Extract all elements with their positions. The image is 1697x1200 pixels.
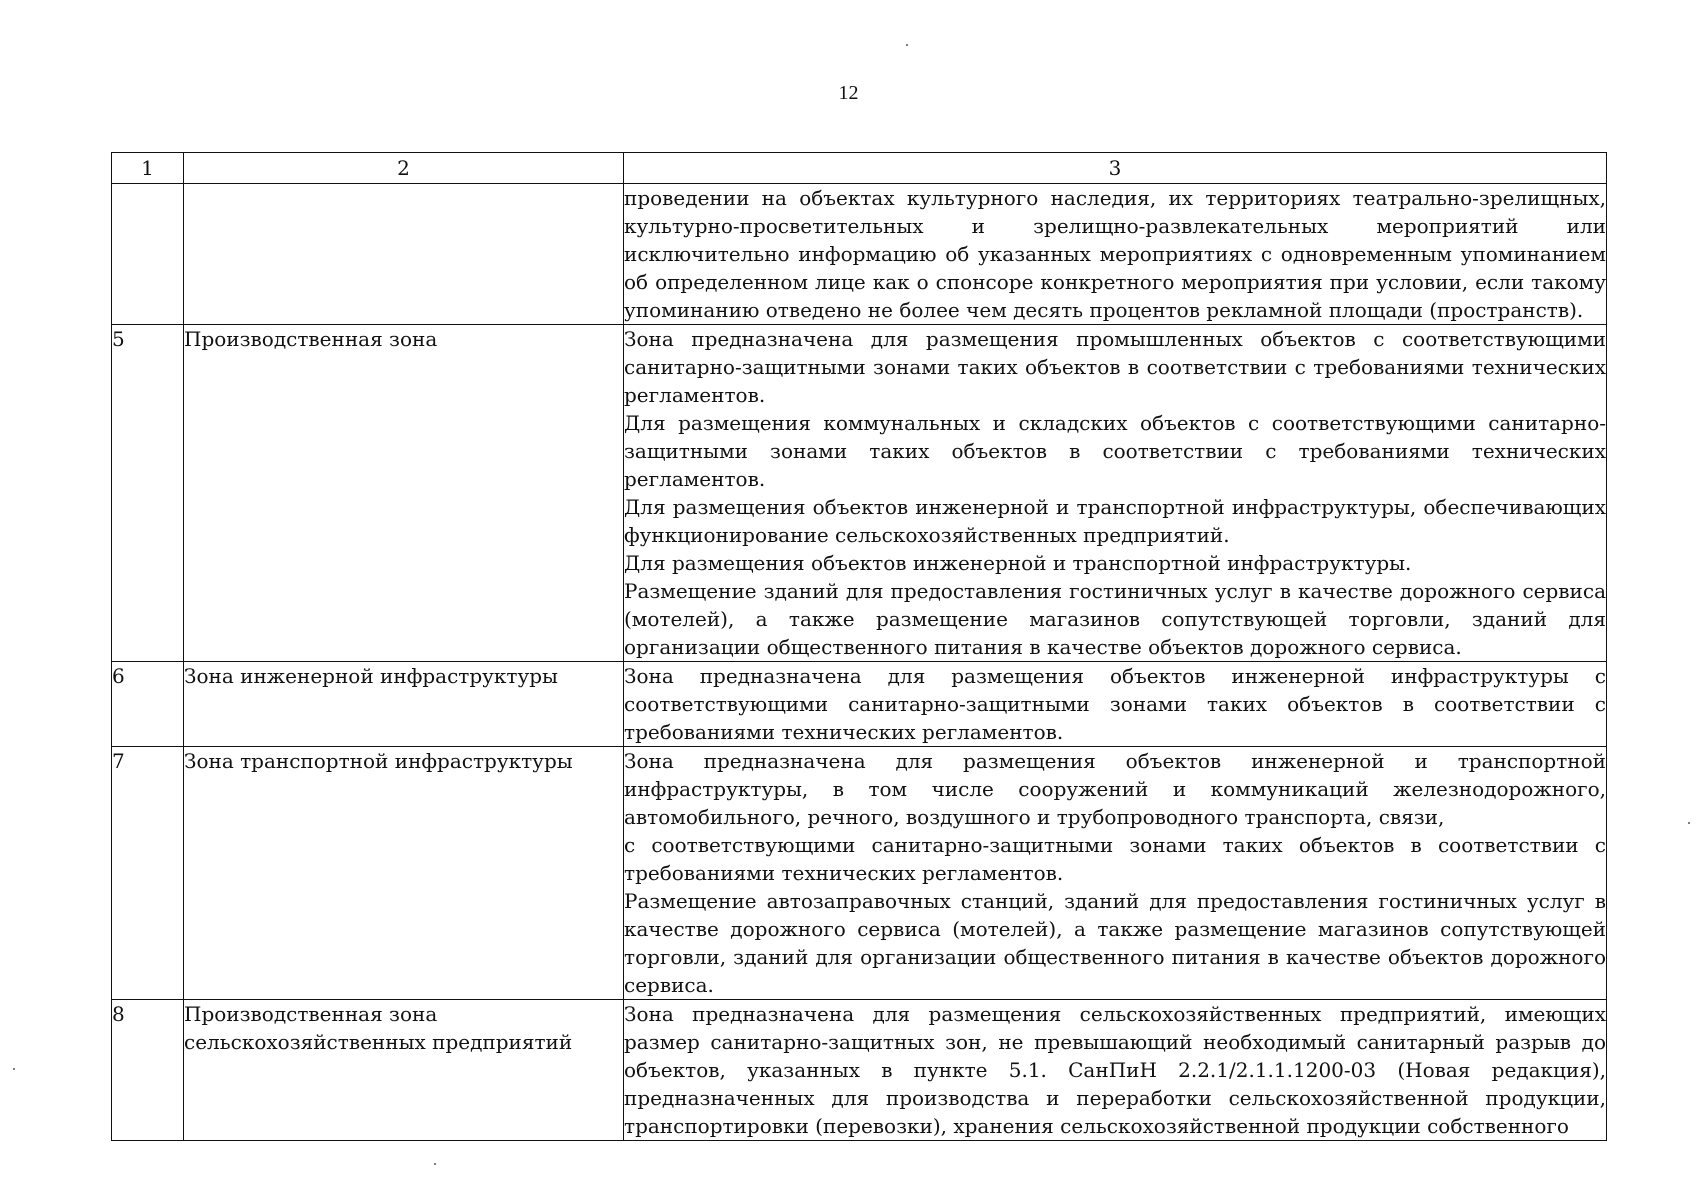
table-row (112, 747, 1607, 1000)
description-paragraph: Для размещения коммунальных и складских объектов с соответствующими санитарно-защитными зонами таких объектов в соответствии с требованиями технических регламентов. (624, 411, 1606, 491)
scan-speck (906, 44, 908, 46)
table-row (112, 325, 1607, 662)
table-header-row (112, 153, 1607, 184)
zone-name: Зона транспортной инфраструктуры (184, 747, 624, 1000)
description-paragraph: Для размещения объектов инженерной и транспортной инфраструктуры, обеспечивающих функционирование сельскохозяйственных предприятий. (624, 495, 1606, 547)
column-header: 2 (184, 153, 624, 184)
row-number: 7 (112, 747, 184, 1000)
zone-name: Зона инженерной инфраструктуры (184, 662, 624, 747)
column-header: 1 (112, 153, 184, 184)
description-paragraph: Для размещения объектов инженерной и транспортной инфраструктуры. (624, 551, 1412, 575)
table-row (112, 184, 1607, 325)
description-paragraph: Размещение автозаправочных станций, зданий для предоставления гостиничных услуг в качестве дорожного сервиса (мотелей), а также размещение магазинов сопутствующей торговли, зданий для организации общественного питания в качестве объектов дорожного сервиса. (624, 889, 1606, 997)
description-paragraph: Зона предназначена для размещения промышленных объектов с соответствующими санитарно-защитными зонами таких объектов в соответствии с требованиями технических регламентов. (624, 327, 1606, 407)
row-number: 8 (112, 1000, 184, 1141)
description-paragraph: проведении на объектах культурного наследия, их территориях театрально-зрелищных, культурно-просветительных и зрелищно-развлекательных мероприятий или исключительно информацию об указанных мероприятиях с одновременным упоминанием об определенном лице как о спонсоре конкретного мероприятия при условии, если такому упоминанию отведено не более чем десять процентов рекламной площади (пространств). (624, 186, 1606, 322)
zone-description (624, 184, 1607, 325)
description-paragraph: Размещение зданий для предоставления гостиничных услуг в качестве дорожного сервиса (мотелей), а также размещение магазинов сопутствующей торговли, зданий для организации общественного питания в качестве объектов дорожного сервиса. (624, 579, 1606, 659)
table-row (112, 662, 1607, 747)
zone-description (624, 662, 1607, 747)
row-number: 5 (112, 325, 184, 662)
row-number (112, 184, 184, 325)
description-paragraph: Зона предназначена для размещения объектов инженерной и транспортной инфраструктуры, в том числе сооружений и коммуникаций железнодорожного, автомобильного, речного, воздушного и трубопроводного транспорта, связи, (624, 749, 1606, 829)
column-header: 3 (624, 153, 1607, 184)
table-body (112, 184, 1607, 1141)
scan-speck (13, 1068, 15, 1070)
description-paragraph: Зона предназначена для размещения объектов инженерной инфраструктуры с соответствующими санитарно-защитными зонами таких объектов в соответствии с требованиями технических регламентов. (624, 664, 1606, 744)
zone-description (624, 325, 1607, 662)
description-paragraph: с соответствующими санитарно-защитными зонами таких объектов в соответствии с требованиями технических регламентов. (624, 833, 1606, 885)
zone-description (624, 1000, 1607, 1141)
zones-table (111, 152, 1607, 1141)
zone-description (624, 747, 1607, 1000)
scan-speck (434, 1163, 436, 1165)
table-row (112, 1000, 1607, 1141)
row-number: 6 (112, 662, 184, 747)
description-paragraph: Зона предназначена для размещения сельскохозяйственных предприятий, имеющих размер санитарно-защитных зон, не превышающий необходимый санитарный разрыв до объектов, указанных в пункте 5.1. СанПиН 2.2.1/2.1.1.1200-03 (Новая редакция), предназначенных для производства и переработки сельскохозяйственной продукции, транспортировки (перевозки), хранения сельскохозяйственной продукции собственного (624, 1002, 1606, 1138)
zone-name (184, 184, 624, 325)
zone-name: Производственная зона (184, 325, 624, 662)
scan-speck (1688, 822, 1690, 824)
zone-name: Производственная зона сельскохозяйственных предприятий (184, 1000, 624, 1141)
page-number: 12 (838, 82, 859, 104)
